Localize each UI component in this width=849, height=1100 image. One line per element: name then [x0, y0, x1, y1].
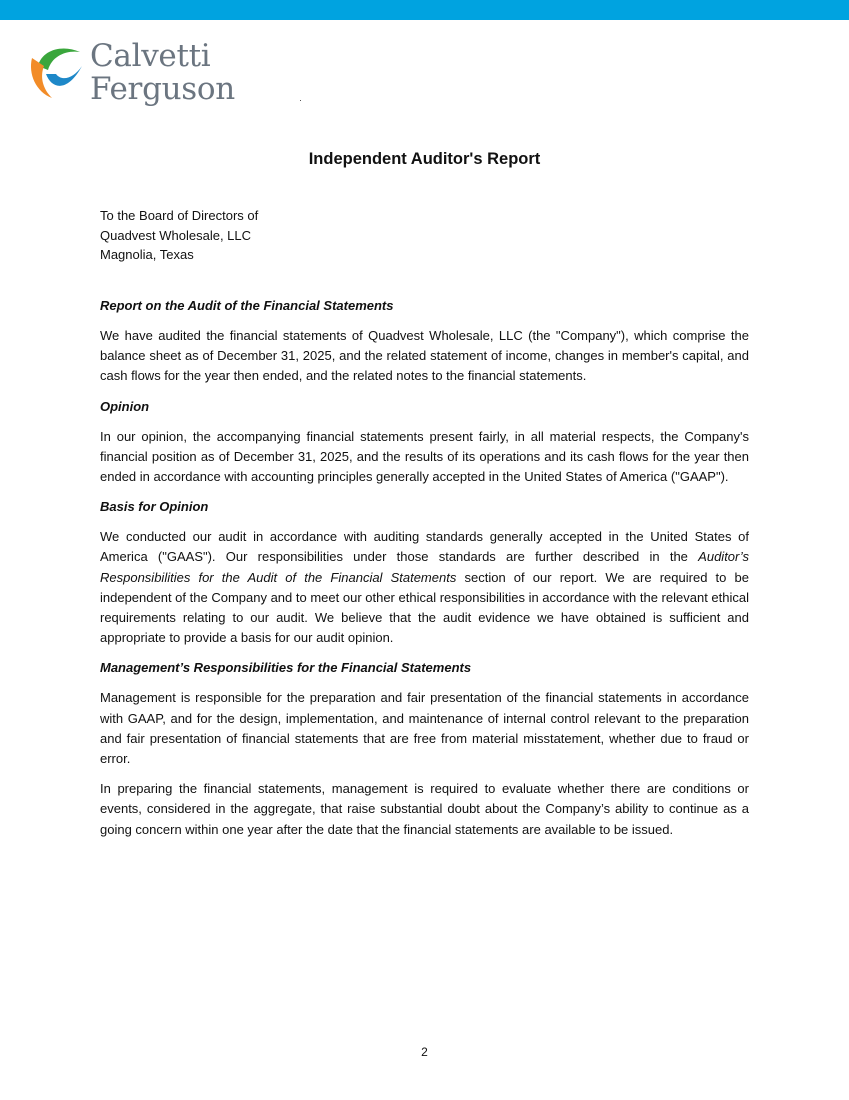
addressee-block — [100, 206, 258, 265]
addressee-line: To the Board of Directors of — [100, 208, 259, 223]
management-paragraph-2: In preparing the financial statements, management is required to evaluate whether there are conditions or events, considered in the aggregate, that raise substantial doubt about the Company’s ability to continue as a going concern within one year after the date that the financial statements are available to be issued. — [100, 781, 749, 837]
basis-text-end: section of our report. We are required to be independent of the Company and to meet our other ethical responsibilities in accordance with the relevant ethical requirements relating to our audit. We believe that the audit evidence we have obtained is sufficient and appropriate to provide a basis for our audit opinion. — [100, 569, 749, 646]
stray-dot — [300, 100, 301, 101]
logo-mark-icon — [28, 44, 84, 102]
top-color-bar — [0, 0, 849, 20]
section-heading-management: Management’s Responsibilities for the Financial Statements — [100, 660, 472, 676]
logo-wordmark — [90, 40, 235, 106]
company-logo — [28, 40, 238, 116]
addressee-line: Magnolia, Texas — [100, 247, 194, 262]
report-paragraph: We have audited the financial statements of Quadvest Wholesale, LLC (the "Company"), which comprise the balance sheet as of December 31, 2025, and the related statement of income, changes in member's capital, and cash flows for the year then ended, and the related notes to the financial statements. — [100, 328, 749, 384]
page-title: Independent Auditor's Report — [308, 150, 541, 168]
basis-text-italic: Auditor’s Responsibilities for the Audit of the Financial Statements — [100, 549, 749, 585]
logo-line-1: Calvetti — [90, 38, 211, 74]
logo-line-2: Ferguson — [90, 71, 235, 107]
section-heading-report: Report on the Audit of the Financial Statements — [100, 298, 394, 313]
management-paragraph-1: Management is responsible for the preparation and fair presentation of the financial statements in accordance with GAAP, and for the design, implementation, and maintenance of internal control relevant to the preparation and fair presentation of financial statements that are free from material misstatement, whether due to fraud or error. — [100, 690, 749, 767]
page-number: 2 — [421, 1045, 428, 1059]
section-heading-opinion: Opinion — [100, 398, 150, 414]
opinion-paragraph: In our opinion, the accompanying financial statements present fairly, in all material respects, the Company's financial position as of December 31, 2025, and the results of its operations and its cash flows for the year then ended in accordance with accounting principles generally accepted in the United States of America ("GAAP"). — [100, 428, 749, 485]
report-body — [100, 296, 749, 850]
basis-paragraph — [100, 527, 749, 648]
basis-text-start: We conducted our audit in accordance with auditing standards generally accepted in the United States of America ("GAAS"). Our responsibilities under those standards are further described in the — [100, 529, 749, 565]
section-heading-basis: Basis for Opinion — [100, 499, 209, 515]
addressee-line: Quadvest Wholesale, LLC — [100, 227, 252, 243]
